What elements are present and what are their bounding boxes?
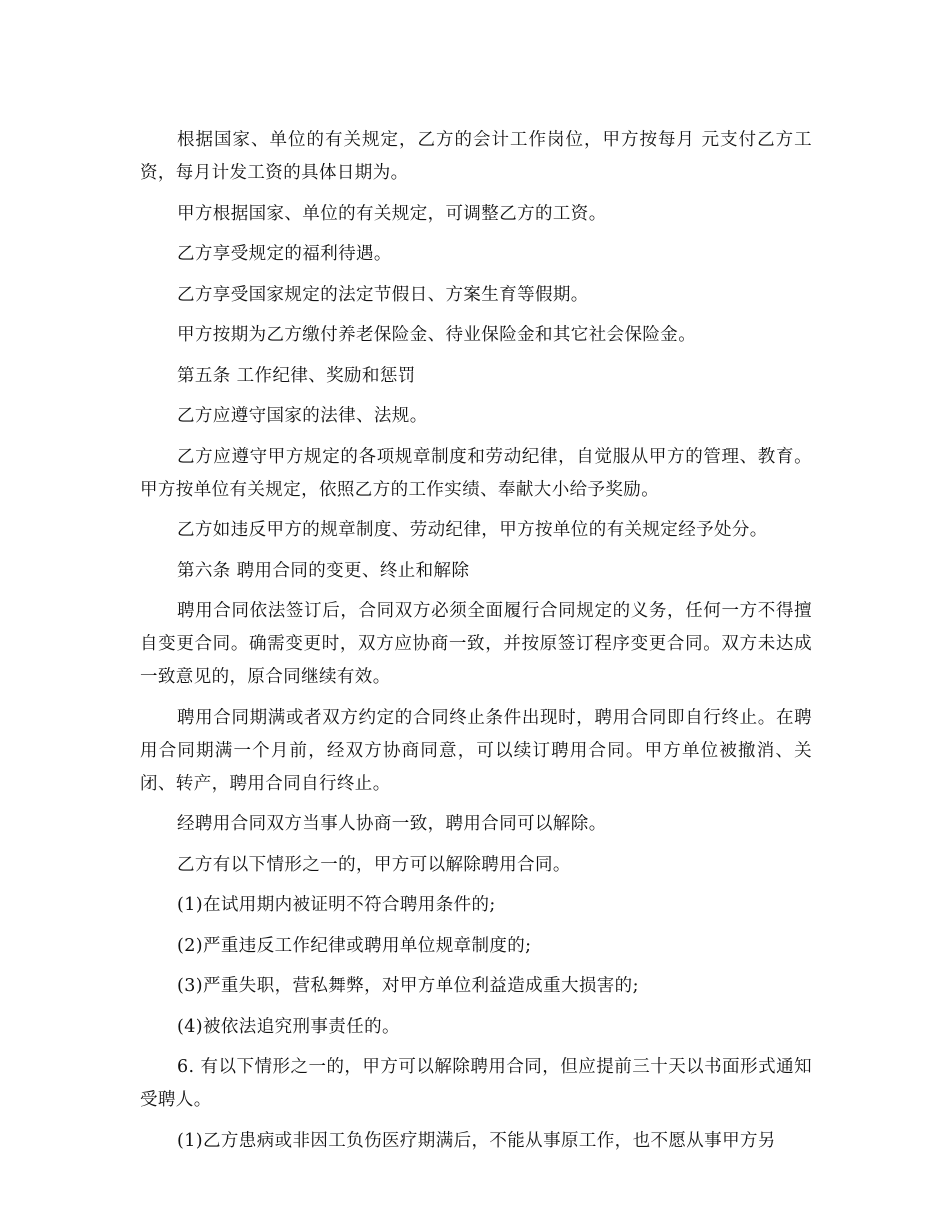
paragraph-salary: 根据国家、单位的有关规定，乙方的会计工作岗位，甲方按每月 元支付乙方工资，每月计发工资的具体日期为。 (140, 130, 812, 183)
article-five-heading: 第五条 工作纪律、奖励和惩罚 (177, 365, 416, 386)
list-item-notice-1: (1)乙方患病或非因工负伤医疗期满后，不能从事原工作，也不愿从事甲方另 (177, 1130, 776, 1151)
paragraph-contract-termination: 聘用合同期满或者双方约定的合同终止条件出现时，聘用合同即自行终止。在聘用合同期满一个月前，经双方协商同意，可以续订聘用合同。甲方单位被撤消、关闭、转产，聘用合同自行终止。 (140, 707, 812, 794)
paragraph-salary-adjust: 甲方根据国家、单位的有关规定，可调整乙方的工资。 (177, 203, 607, 224)
paragraph-obey-rules: 乙方应遵守甲方规定的各项规章制度和劳动纪律，自觉服从甲方的管理、教育。 甲方按单位有关规定，依照乙方的工作实绩、奉献大小给予奖励。 (140, 446, 812, 500)
paragraph-dissolution-conditions: 乙方有以下情形之一的，甲方可以解除聘用合同。 (177, 854, 571, 875)
paragraph-discipline: 乙方如违反甲方的规章制度、劳动纪律，甲方按单位的有关规定经予处分。 (177, 520, 768, 540)
document-body (140, 124, 812, 1165)
paragraph-welfare: 乙方享受规定的福利待遇。 (177, 244, 392, 264)
list-item-3: (3)严重失职，营私舞弊，对甲方单位利益造成重大损害的; (177, 976, 639, 996)
paragraph-contract-change: 聘用合同依法签订后，合同双方必须全面履行合同规定的义务，任何一方不得擅自变更合同。确需变更时，双方应协商一致，并按原签订程序变更合同。双方未达成一致意见的，原合同继续有效。 (140, 601, 812, 687)
article-six-heading: 第六条 聘用合同的变更、终止和解除 (177, 560, 470, 581)
paragraph-holidays: 乙方享受国家规定的法定节假日、方案生育等假期。 (177, 284, 589, 305)
paragraph-obey-law: 乙方应遵守国家的法律、法规。 (177, 406, 428, 426)
paragraph-notice-dissolution: 6. 有以下情形之一的，甲方可以解除聘用合同，但应提前三十天以书面形式通知受聘人。 (140, 1057, 812, 1110)
paragraph-mutual-dissolution: 经聘用合同双方当事人协商一致，聘用合同可以解除。 (177, 814, 607, 834)
list-item-2: (2)严重违反工作纪律或聘用单位规章制度的; (177, 935, 532, 956)
list-item-1: (1)在试用期内被证明不符合聘用条件的; (177, 895, 496, 915)
paragraph-insurance: 甲方按期为乙方缴付养老保险金、待业保险金和其它社会保险金。 (177, 325, 697, 345)
list-item-4: (4)被依法追究刑事责任的。 (177, 1016, 400, 1037)
